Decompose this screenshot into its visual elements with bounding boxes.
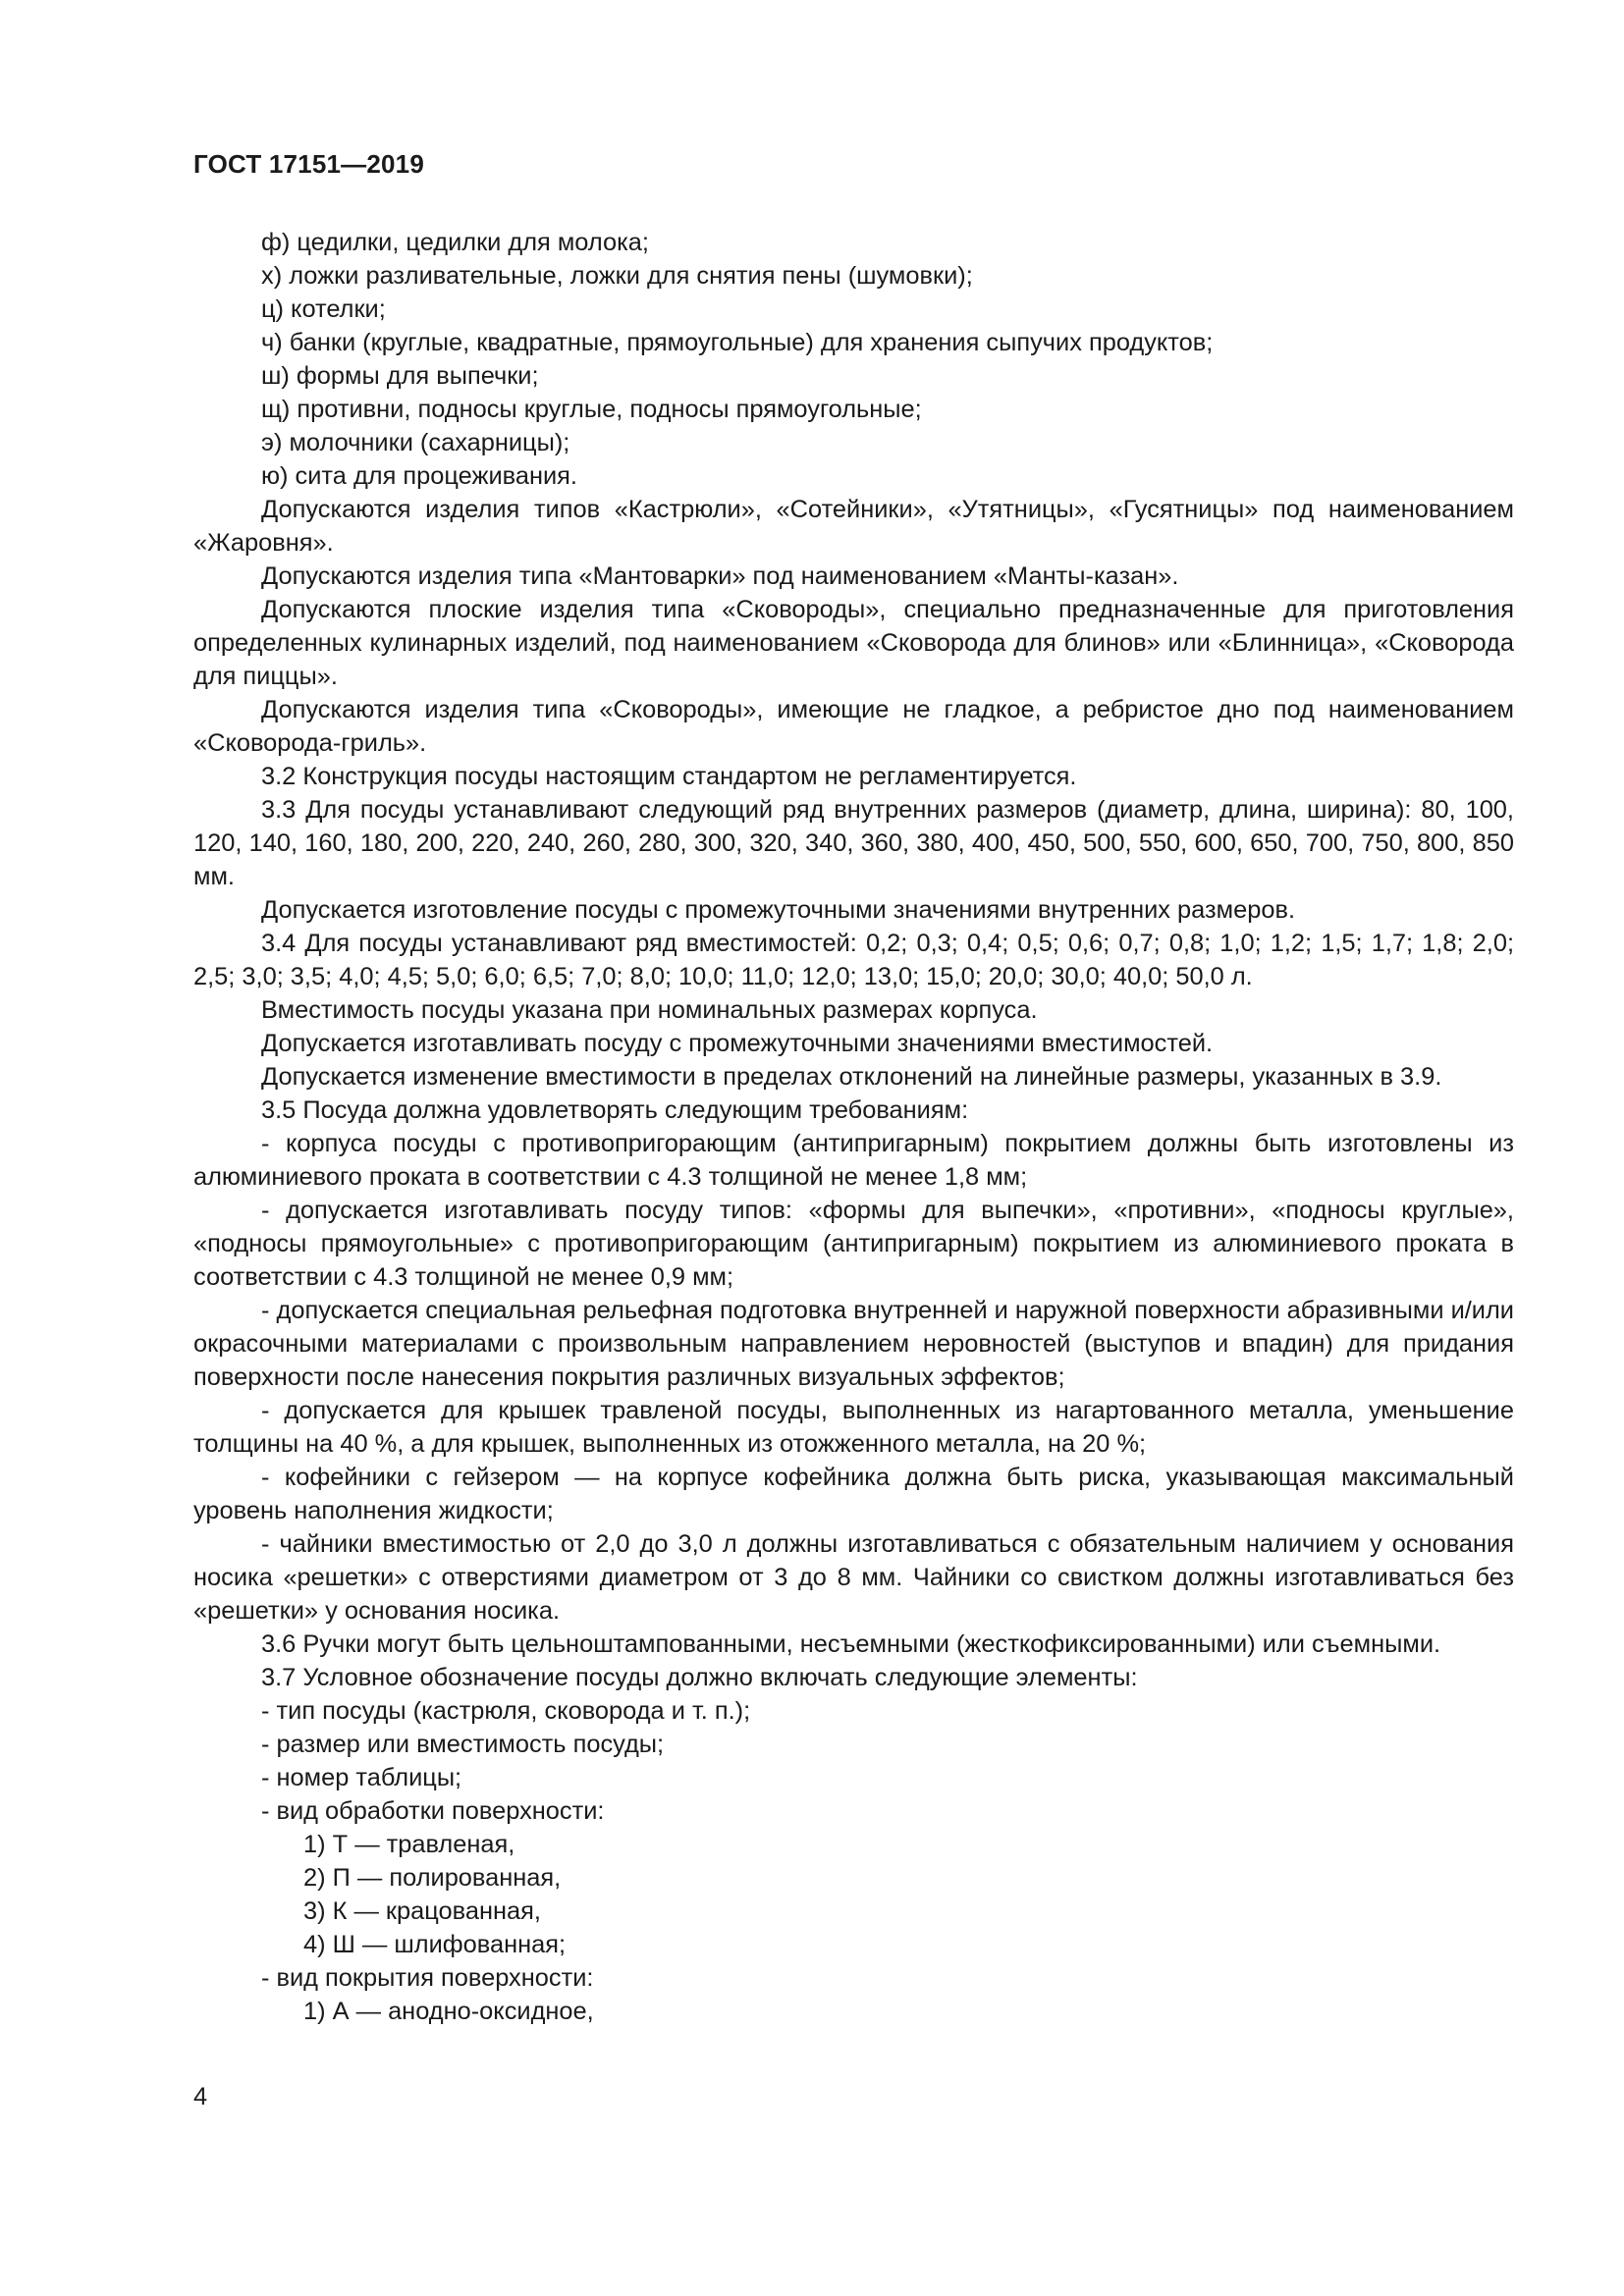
list-item: э) молочники (сахарницы); bbox=[261, 429, 570, 456]
paragraph: 3.2 Конструкция посуды настоящим стандартом не регламентируется. bbox=[261, 763, 1077, 790]
document-body bbox=[193, 226, 1514, 2028]
paragraph: - допускается изготавливать посуду типов: «формы для выпечки», «противни», «подносы круглые», «подносы прямоугольные» с противопригорающим (антипригарным) покрытием из алюминиевого проката в соответствии с 4.3 толщиной не менее 0,9 мм; bbox=[193, 1197, 1514, 1291]
document-header-title: ГОСТ 17151—2019 bbox=[193, 149, 424, 179]
paragraph: Допускается изменение вместимости в пределах отклонений на линейные размеры, указанных в 3.9. bbox=[261, 1063, 1442, 1091]
paragraph: - корпуса посуды с противопригорающим (антипригарным) покрытием должны быть изготовлены из алюминиевого проката в соответствии с 4.3 толщиной не менее 1,8 мм; bbox=[193, 1130, 1514, 1191]
sub-list-item: 4) Ш — шлифованная; bbox=[303, 1931, 567, 1958]
list-item: ч) банки (круглые, квадратные, прямоугольные) для хранения сыпучих продуктов; bbox=[261, 329, 1214, 356]
sub-list-item: 1) А — анодно-оксидное, bbox=[303, 1998, 594, 2025]
paragraph: - чайники вместимостью от 2,0 до 3,0 л должны изготавливаться с обязательным наличием у основания носика «решетки» с отверстиями диаметром от 3 до 8 мм. Чайники со свистком должны изготавливаться без «решетки» у основания носика. bbox=[193, 1530, 1514, 1625]
paragraph: Допускаются изделия типа «Мантоварки» под наименованием «Манты-казан». bbox=[261, 562, 1179, 590]
list-item: - вид покрытия поверхности: bbox=[261, 1964, 594, 1992]
paragraph: Допускается изготавливать посуду с промежуточными значениями вместимостей. bbox=[261, 1030, 1214, 1057]
list-item: ф) цедилки, цедилки для молока; bbox=[261, 229, 649, 256]
paragraph: 3.3 Для посуды устанавливают следующий ряд внутренних размеров (диаметр, длина, ширина): 80, 100, 120, 140, 160, 180, 200, 220, 240, 260, 280, 300, 320, 340, 360, 380, 400, 450, 500, 550, 600, 650, 700, 750, 800, 850 мм. bbox=[193, 796, 1514, 890]
list-item: - номер таблицы; bbox=[261, 1764, 462, 1791]
paragraph: 3.6 Ручки могут быть цельноштампованными, несъемными (жесткофиксированными) или съемными. bbox=[261, 1630, 1441, 1658]
paragraph: Допускаются изделия типов «Кастрюли», «Сотейники», «Утятницы», «Гусятницы» под наименованием «Жаровня». bbox=[193, 496, 1514, 557]
list-item: щ) противни, подносы круглые, подносы прямоугольные; bbox=[261, 396, 922, 423]
paragraph: 3.4 Для посуды устанавливают ряд вместимостей: 0,2; 0,3; 0,4; 0,5; 0,6; 0,7; 0,8; 1,0; 1,2; 1,5; 1,7; 1,8; 2,0; 2,5; 3,0; 3,5; 4,0; 4,5; 5,0; 6,0; 6,5; 7,0; 8,0; 10,0; 11,0; 12,0; 13,0; 15,0; 20,0; 30,0; 40,0; 50,0 л. bbox=[193, 930, 1514, 990]
paragraph: - допускается для крышек травленой посуды, выполненных из нагартованного металла, уменьшение толщины на 40 %, а для крышек, выполненных из отожженного металла, на 20 %; bbox=[193, 1397, 1514, 1458]
sub-list-item: 2) П — полированная, bbox=[303, 1864, 562, 1892]
paragraph: - допускается специальная рельефная подготовка внутренней и наружной поверхности абразивными и/или окрасочными материалами с произвольным направлением неровностей (выступов и впадин) для придания поверхности после нанесения покрытия различных визуальных эффектов; bbox=[193, 1297, 1514, 1391]
paragraph: Допускаются плоские изделия типа «Сковороды», специально предназначенные для приготовления определенных кулинарных изделий, под наименованием «Сковорода для блинов» или «Блинница», «Сковорода для пиццы». bbox=[193, 596, 1514, 690]
list-item: х) ложки разливательные, ложки для снятия пены (шумовки); bbox=[261, 262, 973, 290]
paragraph: Допускается изготовление посуды с промежуточными значениями внутренних размеров. bbox=[261, 896, 1296, 924]
sub-list-item: 1) Т — травленая, bbox=[303, 1831, 515, 1858]
list-item: - тип посуды (кастрюля, сковорода и т. п.); bbox=[261, 1697, 751, 1725]
page-number: 4 bbox=[193, 2083, 208, 2110]
list-item: - вид обработки поверхности: bbox=[261, 1797, 605, 1825]
sub-list-item: 3) К — крацованная, bbox=[303, 1897, 541, 1925]
paragraph: Вместимость посуды указана при номинальных размерах корпуса. bbox=[261, 996, 1038, 1024]
paragraph: - кофейники с гейзером — на корпусе кофейника должна быть риска, указывающая максимальный уровень наполнения жидкости; bbox=[193, 1464, 1514, 1524]
paragraph: Допускаются изделия типа «Сковороды», имеющие не гладкое, а ребристое дно под наименованием «Сковорода-гриль». bbox=[193, 696, 1514, 757]
list-item: - размер или вместимость посуды; bbox=[261, 1731, 665, 1758]
list-item: ц) котелки; bbox=[261, 295, 386, 323]
list-item: ш) формы для выпечки; bbox=[261, 362, 539, 390]
paragraph: 3.7 Условное обозначение посуды должно включать следующие элементы: bbox=[261, 1664, 1138, 1691]
paragraph: 3.5 Посуда должна удовлетворять следующим требованиям: bbox=[261, 1096, 969, 1124]
list-item: ю) сита для процеживания. bbox=[261, 462, 577, 490]
